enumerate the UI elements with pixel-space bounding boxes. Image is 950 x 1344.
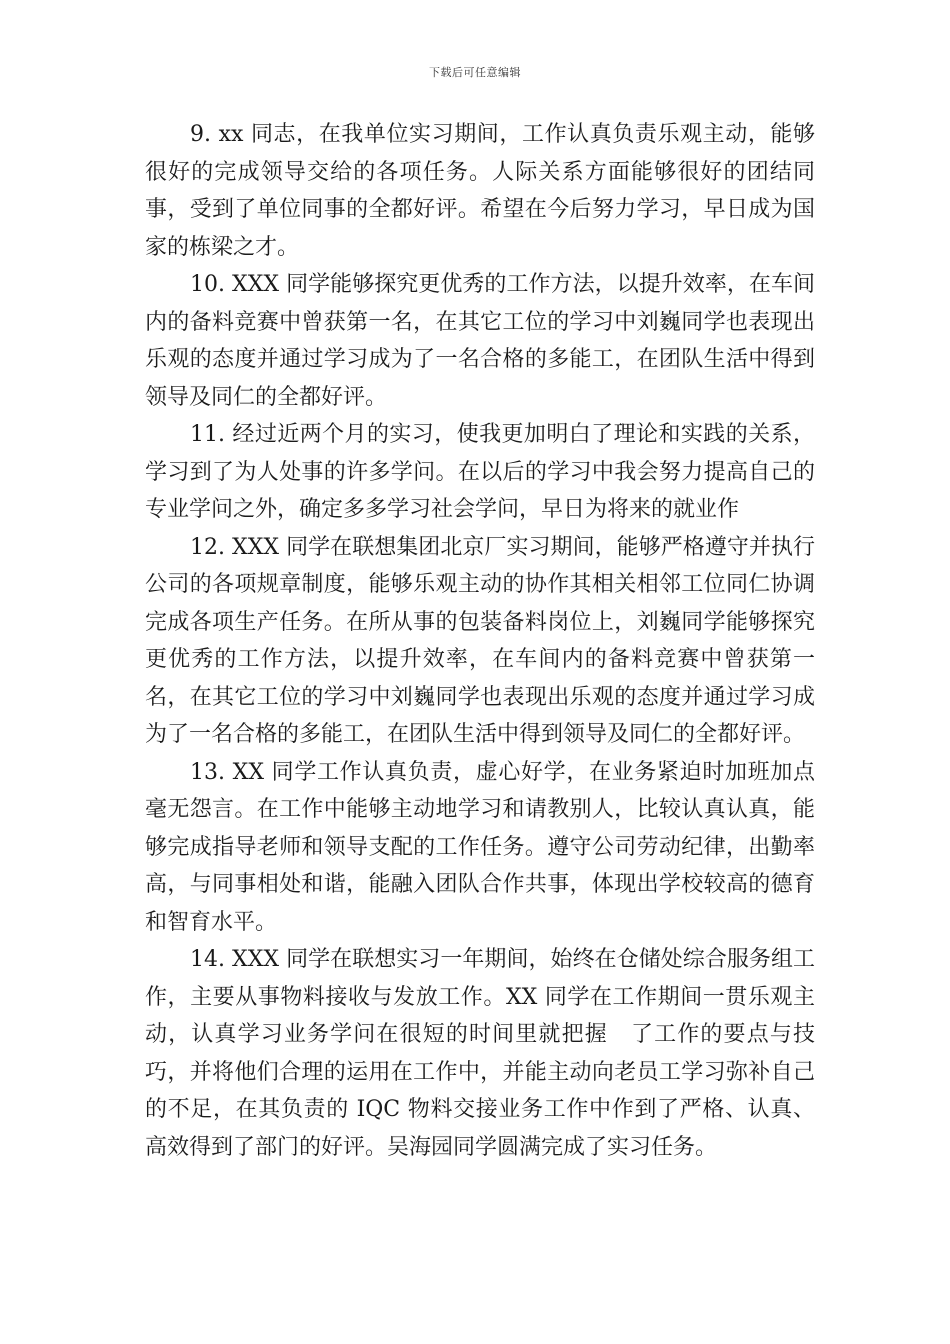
paragraph-text: XXX 同学在联想集团北京厂实习期间，能够严格遵守并执行公司的各项规章制度，能够乐观主动的协作其相关相邻工位同仁协调完成各项生产任务。在所从事的包装备料岗位上，刘巍同学能够探究更优秀的工作方法，以提升效率，在车间内的备料竞赛中曾获第一名，在其它工位的学习中刘巍同学也表现出乐观的态度并通过学习成为了一名合格的多能工，在团队生活中得到领导及同仁的全都好评。 [145,534,816,747]
paragraph-text: XXX 同学能够探究更优秀的工作方法，以提升效率，在车间内的备料竞赛中曾获第一名，在其它工位的学习中刘巍同学也表现出乐观的态度并通过学习成为了一名合格的多能工，在团队生活中得到领导及同仁的全都好评。 [145,272,816,410]
paragraph-12 [145,529,815,754]
paragraph-number: 10. [190,272,225,297]
paragraph-number: 9. [190,122,211,147]
paragraph-9 [145,116,815,266]
paragraph-number: 12. [190,534,225,560]
paragraph-13 [145,754,815,942]
paragraph-text: 经过近两个月的实习，使我更加明白了理论和实践的关系，学习到了为人处事的许多学问。在以后的学习中我会努力提高自己的专业学问之外，确定多多学习社会学问，早日为将来的就业作 [145,422,815,522]
paragraph-number: 13. [190,759,225,785]
page-header: 下载后可任意编辑 [429,66,521,79]
paragraph-text: xx 同志，在我单位实习期间，工作认真负责乐观主动，能够很好的完成领导交给的各项任务。人际关系方面能够很好的团结同事，受到了单位同事的全都好评。希望在今后努力学习，早日成为国家的栋梁之才。 [145,122,815,260]
paragraph-11 [145,416,815,529]
paragraph-number: 14. [190,947,225,972]
paragraph-14 [145,941,815,1166]
paragraph-text: XXX 同学在联想实习一年期间，始终在仓储处综合服务组工作，主要从事物料接收与发放工作。XX 同学在工作期间一贯乐观主动，认真学习业务学问在很短的时间里就把握 了工作的要点与技巧，并将他们合理的运用在工作中，并能主动向老员工学习弥补自己的不足，在其负责的 IQC 物料交接业务工作中作到了严格、认真、高效得到了部门的好评。吴海园同学圆满完成了实习任务。 [145,947,816,1160]
document-body [145,116,815,1166]
paragraph-text: XX 同学工作认真负责，虚心好学，在业务紧迫时加班加点毫无怨言。在工作中能够主动地学习和请教别人，比较认真认真，能够完成指导老师和领导支配的工作任务。遵守公司劳动纪律，出勤率高，与同事相处和谐，能融入团队合作共事，体现出学校较高的德育和智育水平。 [145,759,815,935]
paragraph-10 [145,266,815,416]
paragraph-number: 11. [190,422,225,447]
